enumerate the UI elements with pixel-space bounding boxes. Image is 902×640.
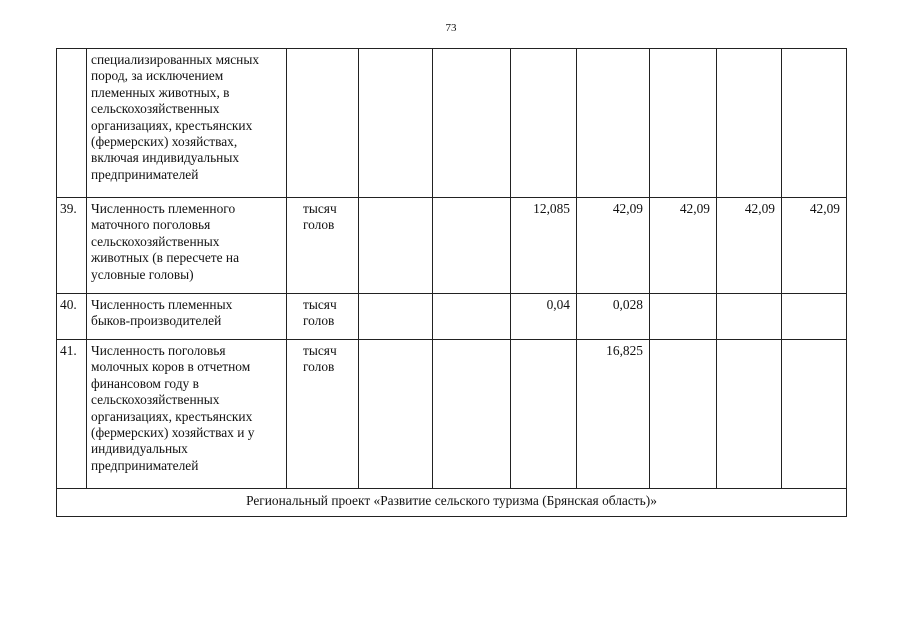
value-cell	[433, 198, 511, 294]
row-number: 41.	[57, 340, 87, 489]
indicator-name-line: Численность племенного	[91, 201, 236, 216]
indicator-name-line: предпринимателей	[91, 166, 199, 182]
indicator-name	[87, 49, 287, 198]
indicator-name	[87, 198, 287, 294]
unit-line: голов	[303, 359, 335, 375]
indicator-name-line: Численность поголовья	[91, 343, 226, 358]
table-row	[57, 340, 847, 489]
row-number: 39.	[57, 198, 87, 294]
unit-line: тысяч	[303, 201, 337, 216]
unit-line: тысяч	[303, 297, 337, 312]
indicator-name-line: (фермерских) хозяйствах и у	[91, 425, 255, 441]
value-cell: 0,028	[577, 294, 650, 340]
unit-line: голов	[303, 217, 335, 233]
table-row	[57, 198, 847, 294]
value-cell: 42,09	[650, 198, 717, 294]
indicator-name-line: пород, за исключением	[91, 68, 224, 84]
section-header-row	[57, 489, 847, 517]
unit-line: тысяч	[303, 343, 337, 358]
page-number: 73	[445, 22, 457, 34]
unit-of-measure	[287, 198, 359, 294]
indicator-name-line: сельскохозяйственных	[91, 233, 220, 249]
value-cell	[359, 340, 433, 489]
value-cell: 42,09	[782, 198, 847, 294]
value-cell	[433, 294, 511, 340]
row-number: 40.	[57, 294, 87, 340]
value-cell	[717, 340, 782, 489]
value-cell	[359, 198, 433, 294]
section-header: Региональный проект «Развитие сельского туризма (Брянская область)»	[57, 489, 847, 517]
value-cell: 0,04	[511, 294, 577, 340]
indicator-name-line: маточного поголовья	[91, 217, 211, 233]
indicator-name-line: предпринимателей	[91, 457, 199, 473]
value-cell	[359, 49, 433, 198]
value-cell	[650, 340, 717, 489]
indicator-name-line: (фермерских) хозяйствах,	[91, 134, 238, 150]
unit-of-measure	[287, 294, 359, 340]
table-row	[57, 49, 847, 198]
value-cell	[717, 49, 782, 198]
indicator-name-line: организациях, крестьянских	[91, 117, 253, 133]
indicator-name-line: сельскохозяйственных	[91, 101, 220, 117]
value-cell: 12,085	[511, 198, 577, 294]
value-cell: 42,09	[717, 198, 782, 294]
value-cell	[650, 49, 717, 198]
indicator-name-line: финансовом году в	[91, 375, 199, 391]
indicator-name-line: молочных коров в отчетном	[91, 359, 251, 375]
value-cell	[782, 49, 847, 198]
table-row	[57, 294, 847, 340]
value-cell	[717, 294, 782, 340]
unit-line: голов	[303, 313, 335, 329]
value-cell	[782, 340, 847, 489]
value-cell	[359, 294, 433, 340]
value-cell	[511, 49, 577, 198]
value-cell	[782, 294, 847, 340]
indicator-name-line: животных (в пересчете на	[91, 250, 240, 266]
indicator-name-line: условные головы)	[91, 266, 194, 282]
indicator-name	[87, 294, 287, 340]
row-number	[57, 49, 87, 198]
value-cell	[577, 49, 650, 198]
indicator-name-line: индивидуальных	[91, 441, 188, 457]
indicator-table	[56, 48, 847, 517]
indicator-name-line: быков-производителей	[91, 313, 222, 329]
value-cell: 42,09	[577, 198, 650, 294]
indicator-name-line: организациях, крестьянских	[91, 408, 253, 424]
value-cell	[511, 340, 577, 489]
indicator-name	[87, 340, 287, 489]
value-cell	[650, 294, 717, 340]
unit-of-measure	[287, 49, 359, 198]
unit-of-measure	[287, 340, 359, 489]
value-cell	[433, 340, 511, 489]
indicator-name-line: сельскохозяйственных	[91, 392, 220, 408]
value-cell: 16,825	[577, 340, 650, 489]
value-cell	[433, 49, 511, 198]
indicator-name-line: Численность племенных	[91, 297, 233, 312]
indicator-name-line: племенных животных, в	[91, 84, 230, 100]
indicator-name-line: специализированных мясных	[91, 52, 260, 67]
indicator-name-line: включая индивидуальных	[91, 150, 240, 166]
